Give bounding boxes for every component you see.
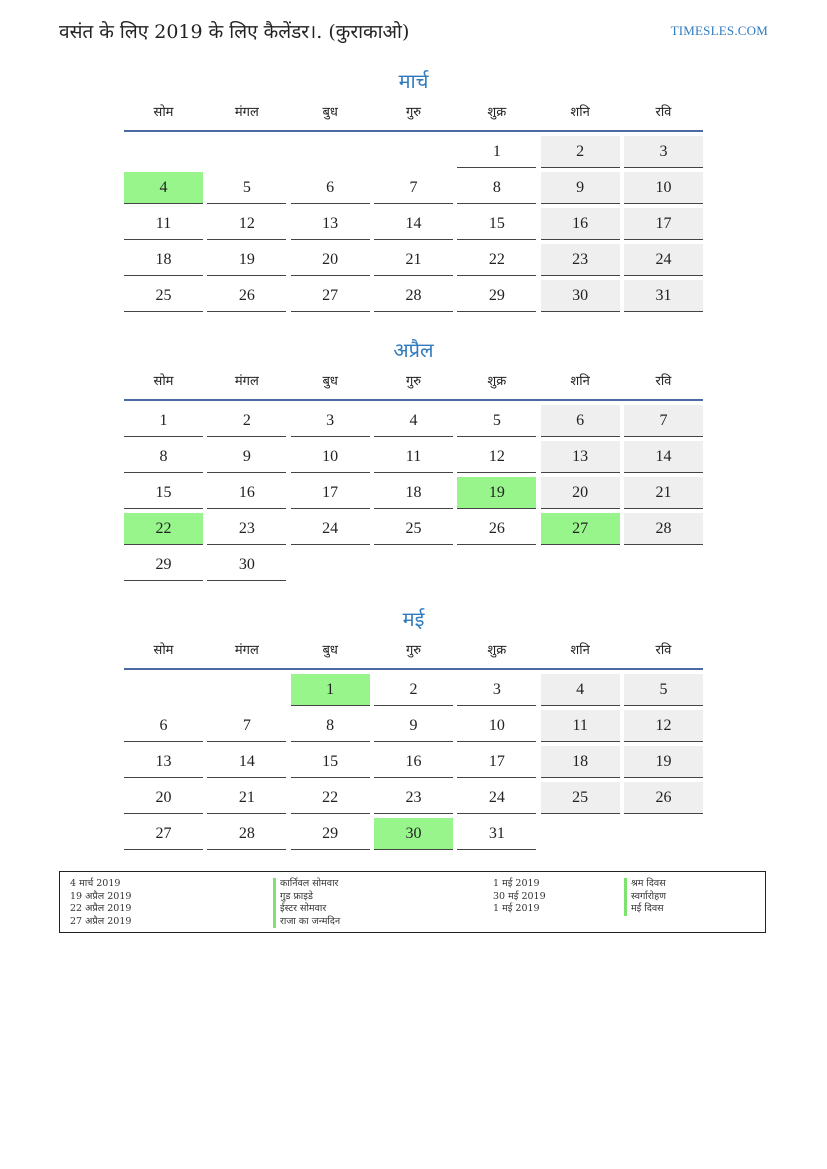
weekday-thu: गुरु — [405, 105, 422, 120]
weekday-tue: मंगल — [234, 643, 259, 658]
header-rule — [124, 668, 703, 670]
day-cell: 25 — [374, 513, 453, 545]
weekday-header — [124, 365, 703, 399]
day-cell: 3 — [291, 405, 370, 437]
holiday-day-cell: 27 — [541, 513, 620, 545]
day-cell: 20 — [291, 244, 370, 276]
day-cell: 16 — [541, 208, 620, 240]
day-cell: 6 — [541, 405, 620, 437]
day-cell: 1 — [124, 405, 203, 437]
header-rule — [124, 399, 703, 401]
day-cell: 23 — [541, 244, 620, 276]
day-grid — [124, 674, 703, 850]
day-cell: 5 — [207, 172, 286, 204]
weekday-mon: सोम — [153, 105, 174, 120]
weekday-sun: रवि — [655, 374, 672, 389]
day-cell: 15 — [291, 746, 370, 778]
day-cell: 31 — [624, 280, 703, 312]
weekday-sat: शनि — [570, 105, 590, 120]
day-cell: 25 — [541, 782, 620, 814]
weekday-sat: शनि — [570, 374, 590, 389]
weekday-mon: सोम — [153, 374, 174, 389]
legend-right-dates — [493, 878, 546, 916]
day-cell: 16 — [374, 746, 453, 778]
day-cell: 18 — [124, 244, 203, 276]
legend-right-names — [624, 878, 666, 916]
weekday-header — [124, 96, 703, 130]
day-cell: 18 — [541, 746, 620, 778]
legend-date: 4 मार्च 2019 — [70, 878, 121, 889]
legend-date: 30 मई 2019 — [493, 890, 546, 902]
day-cell: 20 — [124, 782, 203, 814]
day-cell: 8 — [457, 172, 536, 204]
weekday-thu: गुरु — [405, 643, 422, 658]
day-cell: 27 — [124, 818, 203, 850]
day-cell: 9 — [374, 710, 453, 742]
day-cell: 14 — [207, 746, 286, 778]
day-cell: 21 — [374, 244, 453, 276]
holiday-legend — [59, 871, 766, 933]
weekday-wed: बुध — [322, 374, 338, 389]
day-cell: 11 — [374, 441, 453, 473]
day-cell: 1 — [457, 136, 536, 168]
day-cell: 11 — [124, 208, 203, 240]
day-cell: 3 — [457, 674, 536, 706]
legend-left-dates — [70, 878, 131, 928]
day-cell: 21 — [207, 782, 286, 814]
day-cell: 4 — [541, 674, 620, 706]
day-cell: 29 — [457, 280, 536, 312]
day-cell: 7 — [624, 405, 703, 437]
day-grid — [124, 136, 703, 312]
month-title: अप्रैल — [393, 338, 434, 362]
legend-holiday: राजा का जन्मदिन — [273, 916, 340, 929]
day-cell: 24 — [457, 782, 536, 814]
day-cell: 28 — [624, 513, 703, 545]
empty-cell — [207, 674, 286, 706]
legend-date: 19 अप्रैल 2019 — [70, 890, 132, 902]
day-cell: 19 — [207, 244, 286, 276]
day-cell: 29 — [291, 818, 370, 850]
weekday-sun: रवि — [655, 643, 672, 658]
empty-cell — [124, 136, 203, 168]
weekday-sat: शनि — [570, 643, 590, 658]
weekday-fri: शुक्र — [487, 374, 507, 389]
day-cell: 15 — [457, 208, 536, 240]
legend-holiday: मई दिवस — [624, 903, 666, 916]
day-cell: 22 — [457, 244, 536, 276]
day-cell: 21 — [624, 477, 703, 509]
day-cell: 26 — [207, 280, 286, 312]
day-cell: 30 — [541, 280, 620, 312]
month-march — [124, 66, 703, 312]
day-cell: 13 — [291, 208, 370, 240]
day-cell: 10 — [291, 441, 370, 473]
day-cell: 10 — [457, 710, 536, 742]
day-cell: 8 — [124, 441, 203, 473]
day-cell: 28 — [374, 280, 453, 312]
day-cell: 7 — [207, 710, 286, 742]
day-cell: 24 — [624, 244, 703, 276]
holiday-day-cell: 19 — [457, 477, 536, 509]
holiday-day-cell: 22 — [124, 513, 203, 545]
day-cell: 14 — [374, 208, 453, 240]
weekday-header — [124, 634, 703, 668]
day-cell: 17 — [624, 208, 703, 240]
weekday-tue: मंगल — [234, 105, 259, 120]
legend-date: 22 अप्रैल 2019 — [70, 903, 132, 914]
weekday-sun: रवि — [655, 105, 672, 120]
day-cell: 3 — [624, 136, 703, 168]
day-cell: 7 — [374, 172, 453, 204]
empty-cell — [207, 136, 286, 168]
day-cell: 12 — [624, 710, 703, 742]
day-cell: 30 — [207, 549, 286, 581]
day-cell: 25 — [124, 280, 203, 312]
month-title: मार्च — [398, 69, 429, 93]
empty-cell — [374, 136, 453, 168]
legend-holiday: कार्निवल सोमवार — [273, 878, 340, 891]
day-cell: 9 — [541, 172, 620, 204]
day-cell: 20 — [541, 477, 620, 509]
day-cell: 17 — [457, 746, 536, 778]
day-cell: 6 — [291, 172, 370, 204]
day-cell: 19 — [624, 746, 703, 778]
day-cell: 12 — [457, 441, 536, 473]
day-cell: 2 — [207, 405, 286, 437]
day-cell: 13 — [124, 746, 203, 778]
header-rule — [124, 130, 703, 132]
day-cell: 26 — [624, 782, 703, 814]
day-cell: 14 — [624, 441, 703, 473]
day-cell: 12 — [207, 208, 286, 240]
legend-left-names — [273, 878, 340, 928]
day-cell: 28 — [207, 818, 286, 850]
weekday-wed: बुध — [322, 643, 338, 658]
page-title: वसंत के लिए 2019 के लिए कैलेंडर।. (कुराकाओ) — [59, 21, 410, 43]
day-cell: 26 — [457, 513, 536, 545]
legend-holiday: स्वर्गारोहण — [624, 891, 666, 904]
month-april — [124, 335, 703, 581]
day-cell: 5 — [624, 674, 703, 706]
weekday-thu: गुरु — [405, 374, 422, 389]
weekday-wed: बुध — [322, 105, 338, 120]
day-cell: 13 — [541, 441, 620, 473]
day-cell: 27 — [291, 280, 370, 312]
month-may — [124, 604, 703, 850]
site-link[interactable]: TIMESLES.COM — [670, 23, 768, 38]
day-cell: 9 — [207, 441, 286, 473]
legend-holiday: श्रम दिवस — [624, 878, 666, 891]
day-cell: 6 — [124, 710, 203, 742]
day-cell: 5 — [457, 405, 536, 437]
day-cell: 31 — [457, 818, 536, 850]
legend-date: 27 अप्रैल 2019 — [70, 915, 132, 927]
day-cell: 24 — [291, 513, 370, 545]
weekday-tue: मंगल — [234, 374, 259, 389]
day-cell: 10 — [624, 172, 703, 204]
legend-date: 1 मई 2019 — [493, 903, 540, 914]
month-title: मई — [402, 607, 425, 631]
legend-date: 1 मई 2019 — [493, 878, 540, 889]
day-grid — [124, 405, 703, 581]
day-cell: 11 — [541, 710, 620, 742]
legend-holiday: गुड फ्राइडे — [273, 891, 340, 904]
weekday-fri: शुक्र — [487, 105, 507, 120]
day-cell: 16 — [207, 477, 286, 509]
day-cell: 18 — [374, 477, 453, 509]
holiday-day-cell: 30 — [374, 818, 453, 850]
day-cell: 29 — [124, 549, 203, 581]
holiday-day-cell: 4 — [124, 172, 203, 204]
empty-cell — [124, 674, 203, 706]
weekday-mon: सोम — [153, 643, 174, 658]
day-cell: 17 — [291, 477, 370, 509]
empty-cell — [291, 136, 370, 168]
holiday-day-cell: 1 — [291, 674, 370, 706]
day-cell: 22 — [291, 782, 370, 814]
day-cell: 23 — [207, 513, 286, 545]
day-cell: 8 — [291, 710, 370, 742]
legend-holiday: ईस्टर सोमवार — [273, 903, 340, 916]
day-cell: 2 — [541, 136, 620, 168]
day-cell: 2 — [374, 674, 453, 706]
day-cell: 4 — [374, 405, 453, 437]
day-cell: 15 — [124, 477, 203, 509]
day-cell: 23 — [374, 782, 453, 814]
weekday-fri: शुक्र — [487, 643, 507, 658]
